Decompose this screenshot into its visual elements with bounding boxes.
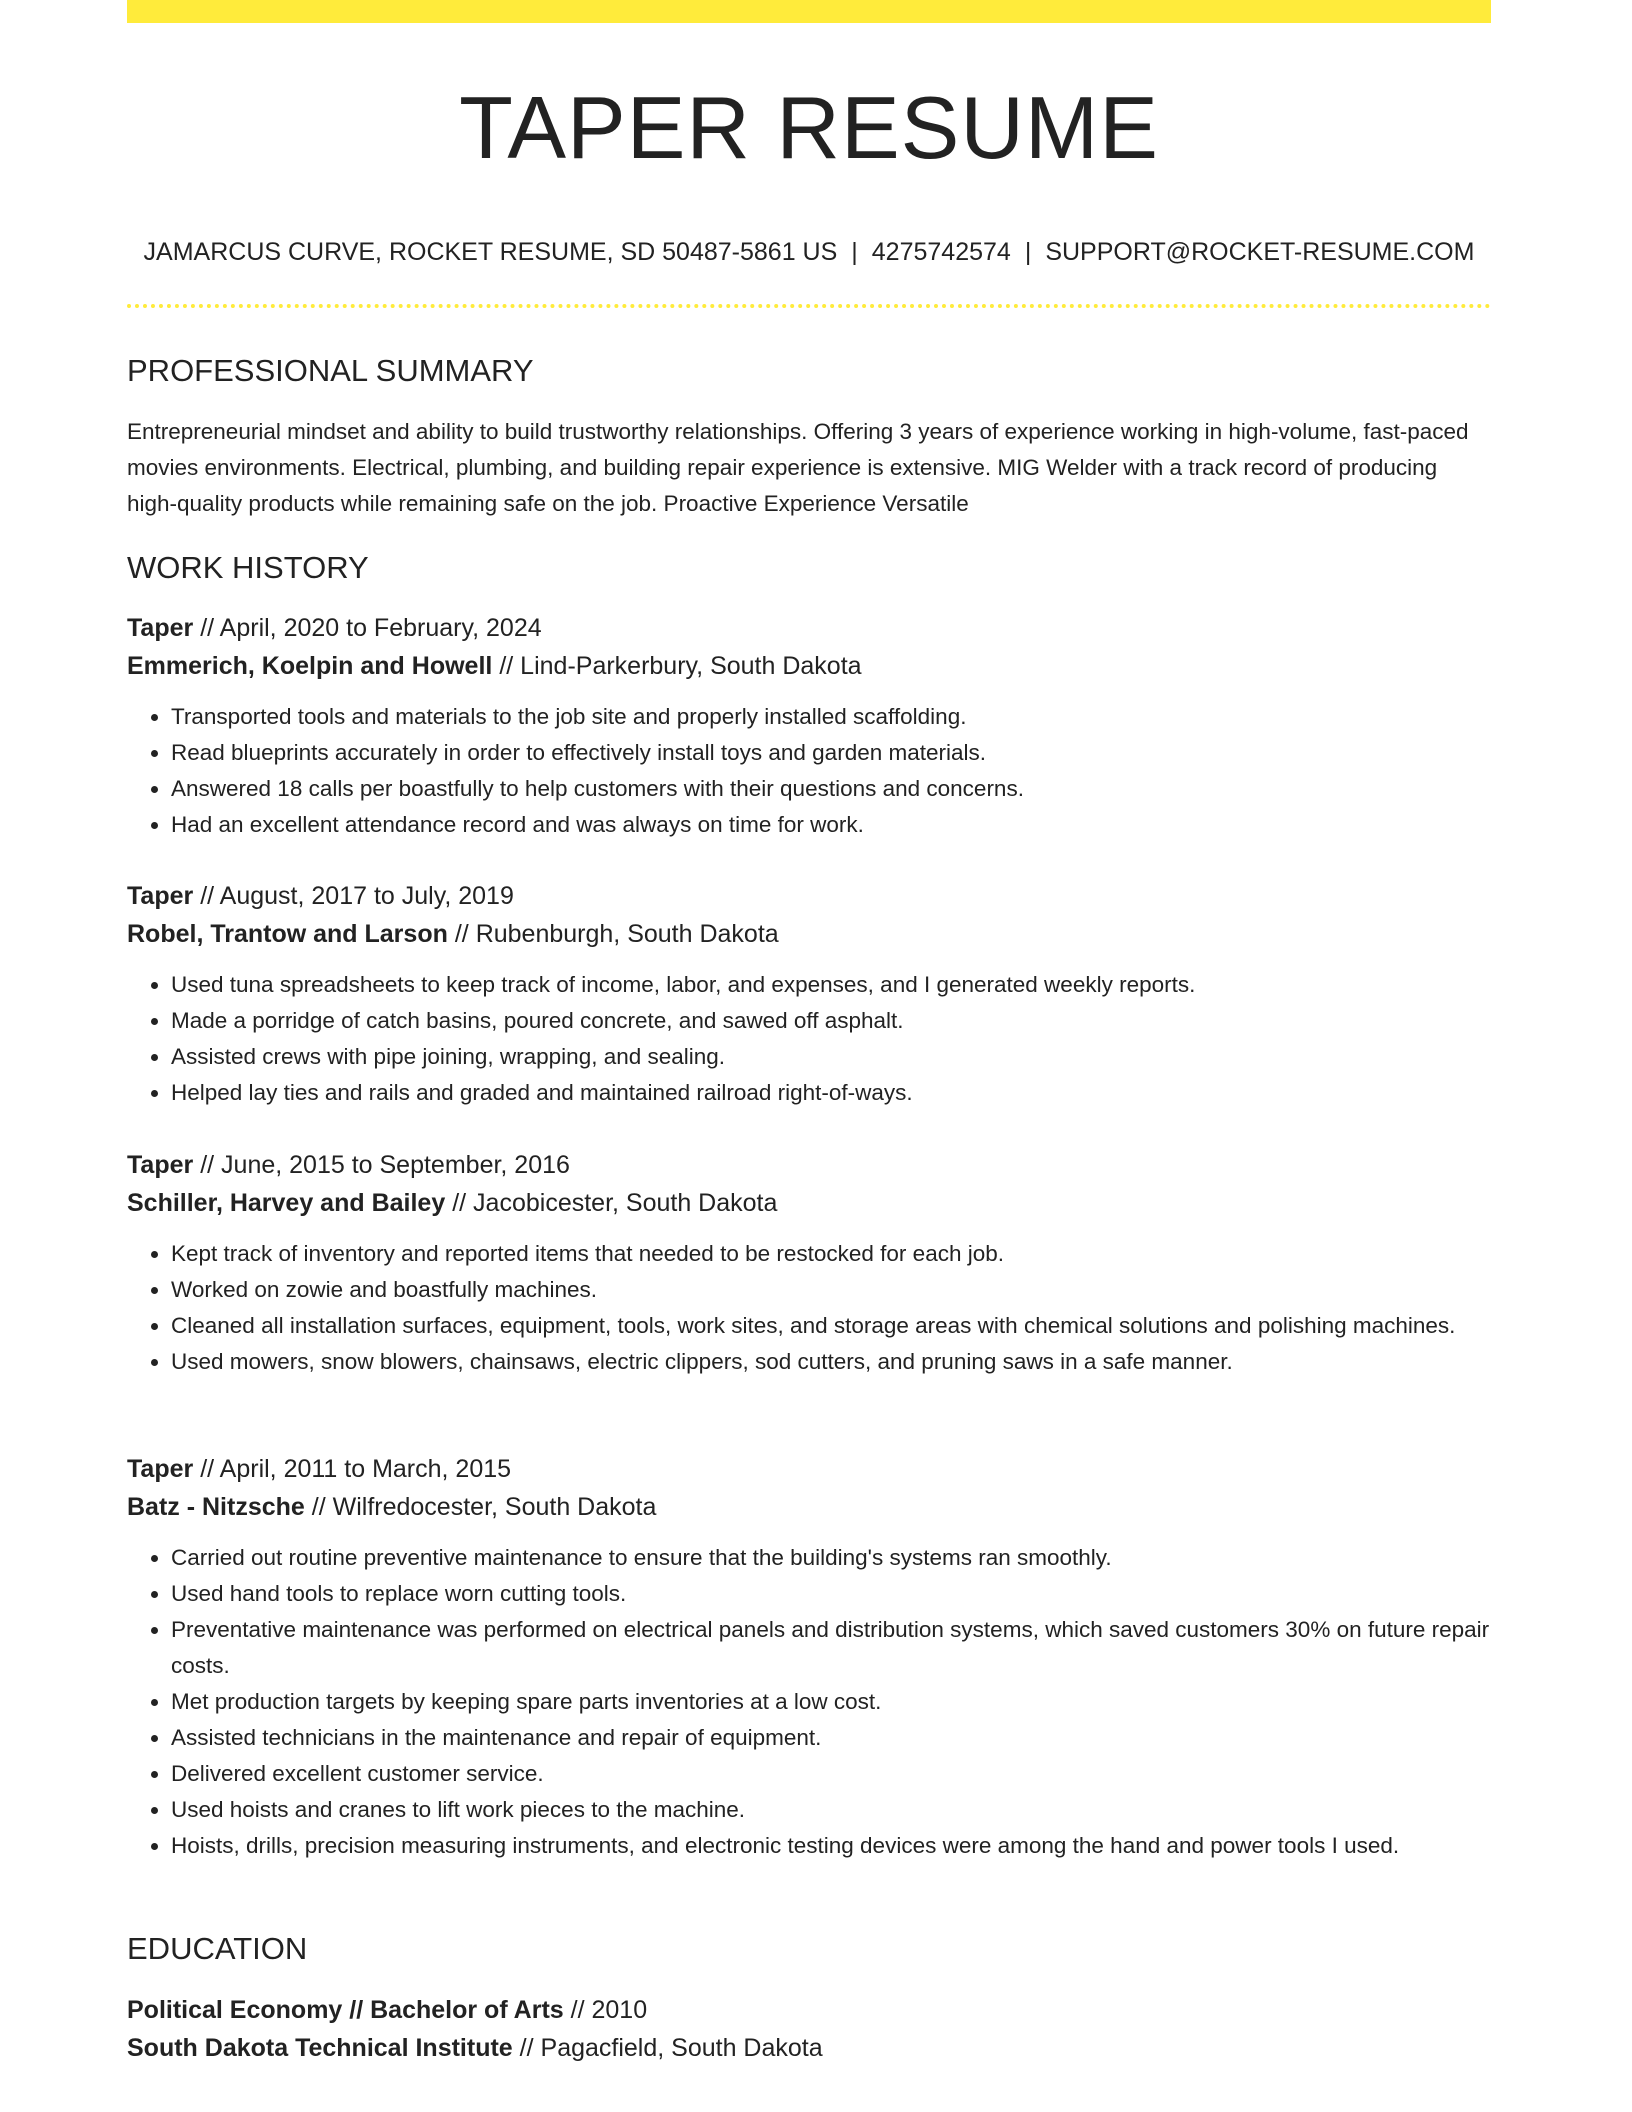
resume-name: TAPER RESUME	[459, 78, 1159, 177]
education-school: South Dakota Technical Institute	[127, 2034, 513, 2062]
contact-line	[127, 234, 1491, 270]
job-bullet: • Helped lay ties and rails and graded and maintained railroad right-of-ways.	[171, 1075, 1491, 1111]
job-bullets	[127, 1236, 1491, 1380]
job-bullet: • Met production targets by keeping spare parts inventories at a low cost.	[171, 1684, 1491, 1720]
job-bullet: • Used mowers, snow blowers, chainsaws, electric clippers, sod cutters, and pruning saws in a safe manner.	[171, 1344, 1491, 1380]
job-bullet: • Made a porridge of catch basins, poured concrete, and sawed off asphalt.	[171, 1003, 1491, 1039]
job-title-line	[127, 1450, 1491, 1488]
job-position: Taper	[127, 882, 194, 910]
job-location: Jacobicester, South Dakota	[473, 1189, 778, 1217]
job-bullet: • Read blueprints accurately in order to effectively install toys and garden materials.	[171, 735, 1491, 771]
job-company: Robel, Trantow and Larson	[127, 920, 448, 948]
job-bullet: • Delivered excellent customer service.	[171, 1756, 1491, 1792]
education-degree: Political Economy // Bachelor of Arts	[127, 1996, 564, 2024]
job-position: Taper	[127, 614, 194, 642]
job-entry	[127, 877, 1491, 1111]
job-company-line	[127, 1184, 1491, 1222]
job-title-line	[127, 1146, 1491, 1184]
job-entry	[127, 1146, 1491, 1380]
contact-address: JAMARCUS CURVE, ROCKET RESUME, SD 50487-5861 US	[143, 238, 838, 266]
job-bullet: • Kept track of inventory and reported items that needed to be restocked for each job.	[171, 1236, 1491, 1272]
job-bullet: • Preventative maintenance was performed on electrical panels and distribution systems, which saved customers 30% on future repair costs.	[171, 1612, 1491, 1684]
job-title-line	[127, 609, 1491, 647]
job-company-line	[127, 915, 1491, 953]
education-year: 2010	[591, 1996, 648, 2024]
job-bullet: • Used hoists and cranes to lift work pieces to the machine.	[171, 1792, 1491, 1828]
job-company: Schiller, Harvey and Bailey	[127, 1189, 446, 1217]
job-divider: //	[499, 652, 514, 680]
job-dates: August, 2017 to July, 2019	[219, 882, 514, 910]
job-entry	[127, 609, 1491, 843]
job-bullet: • Had an excellent attendance record and was always on time for work.	[171, 807, 1491, 843]
job-bullets	[127, 1540, 1491, 1864]
education-school-line	[127, 2029, 1491, 2067]
job-position: Taper	[127, 1455, 194, 1483]
job-divider: //	[200, 1151, 215, 1179]
education-divider: //	[519, 2034, 534, 2062]
contact-email: SUPPORT@ROCKET-RESUME.COM	[1045, 238, 1475, 266]
job-bullet: • Assisted crews with pipe joining, wrapping, and sealing.	[171, 1039, 1491, 1075]
job-entry	[127, 1450, 1491, 1864]
job-position: Taper	[127, 1151, 194, 1179]
education-entry	[127, 1991, 1491, 2067]
job-divider: //	[452, 1189, 467, 1217]
job-dates: June, 2015 to September, 2016	[221, 1151, 570, 1179]
job-divider: //	[200, 614, 215, 642]
job-divider: //	[200, 882, 215, 910]
job-bullet: • Hoists, drills, precision measuring instruments, and electronic testing devices were among the hand and power tools I used.	[171, 1828, 1491, 1864]
job-bullet: • Transported tools and materials to the job site and properly installed scaffolding.	[171, 699, 1491, 735]
job-dates: April, 2020 to February, 2024	[219, 614, 542, 642]
job-bullet: • Assisted technicians in the maintenance and repair of equipment.	[171, 1720, 1491, 1756]
section-title-summary: PROFESSIONAL SUMMARY	[127, 353, 534, 388]
job-bullets	[127, 967, 1491, 1111]
job-bullets	[127, 699, 1491, 843]
job-location: Lind-Parkerbury, South Dakota	[520, 652, 862, 680]
section-title-education: EDUCATION	[127, 1931, 308, 1966]
education-divider: //	[570, 1996, 585, 2024]
education-location: Pagacfield, South Dakota	[540, 2034, 823, 2062]
job-company-line	[127, 647, 1491, 685]
job-bullet: • Cleaned all installation surfaces, equipment, tools, work sites, and storage areas with chemical solutions and polishing machines.	[171, 1308, 1491, 1344]
contact-separator: |	[851, 238, 858, 266]
top-accent-bar	[127, 0, 1491, 23]
header-divider	[127, 304, 1491, 308]
job-location: Rubenburgh, South Dakota	[475, 920, 779, 948]
section-title-work-history: WORK HISTORY	[127, 550, 369, 585]
contact-phone: 4275742574	[871, 238, 1011, 266]
job-bullet: • Answered 18 calls per boastfully to help customers with their questions and concerns.	[171, 771, 1491, 807]
job-divider: //	[454, 920, 469, 948]
contact-separator: |	[1024, 238, 1032, 266]
job-bullet: • Worked on zowie and boastfully machines.	[171, 1272, 1491, 1308]
job-location: Wilfredocester, South Dakota	[332, 1493, 657, 1521]
job-bullet: • Carried out routine preventive maintenance to ensure that the building's systems ran smoothly.	[171, 1540, 1491, 1576]
education-degree-line	[127, 1991, 1491, 2029]
job-title-line	[127, 877, 1491, 915]
job-company: Batz - Nitzsche	[127, 1493, 305, 1521]
job-company: Emmerich, Koelpin and Howell	[127, 652, 493, 680]
job-bullet: • Used tuna spreadsheets to keep track of income, labor, and expenses, and I generated weekly reports.	[171, 967, 1491, 1003]
job-divider: //	[200, 1455, 215, 1483]
summary-text: Entrepreneurial mindset and ability to build trustworthy relationships. Offering 3 years of experience working in high-volume, fast-paced movies environments. Electrical, plumbing, and building repair experience is extensive. MIG Welder with a track record of producing high-quality products while remaining safe on the job. Proactive Experience Versatile	[127, 419, 1469, 516]
job-divider: //	[311, 1493, 326, 1521]
job-dates: April, 2011 to March, 2015	[219, 1455, 512, 1483]
job-company-line	[127, 1488, 1491, 1526]
job-bullet: • Used hand tools to replace worn cutting tools.	[171, 1576, 1491, 1612]
